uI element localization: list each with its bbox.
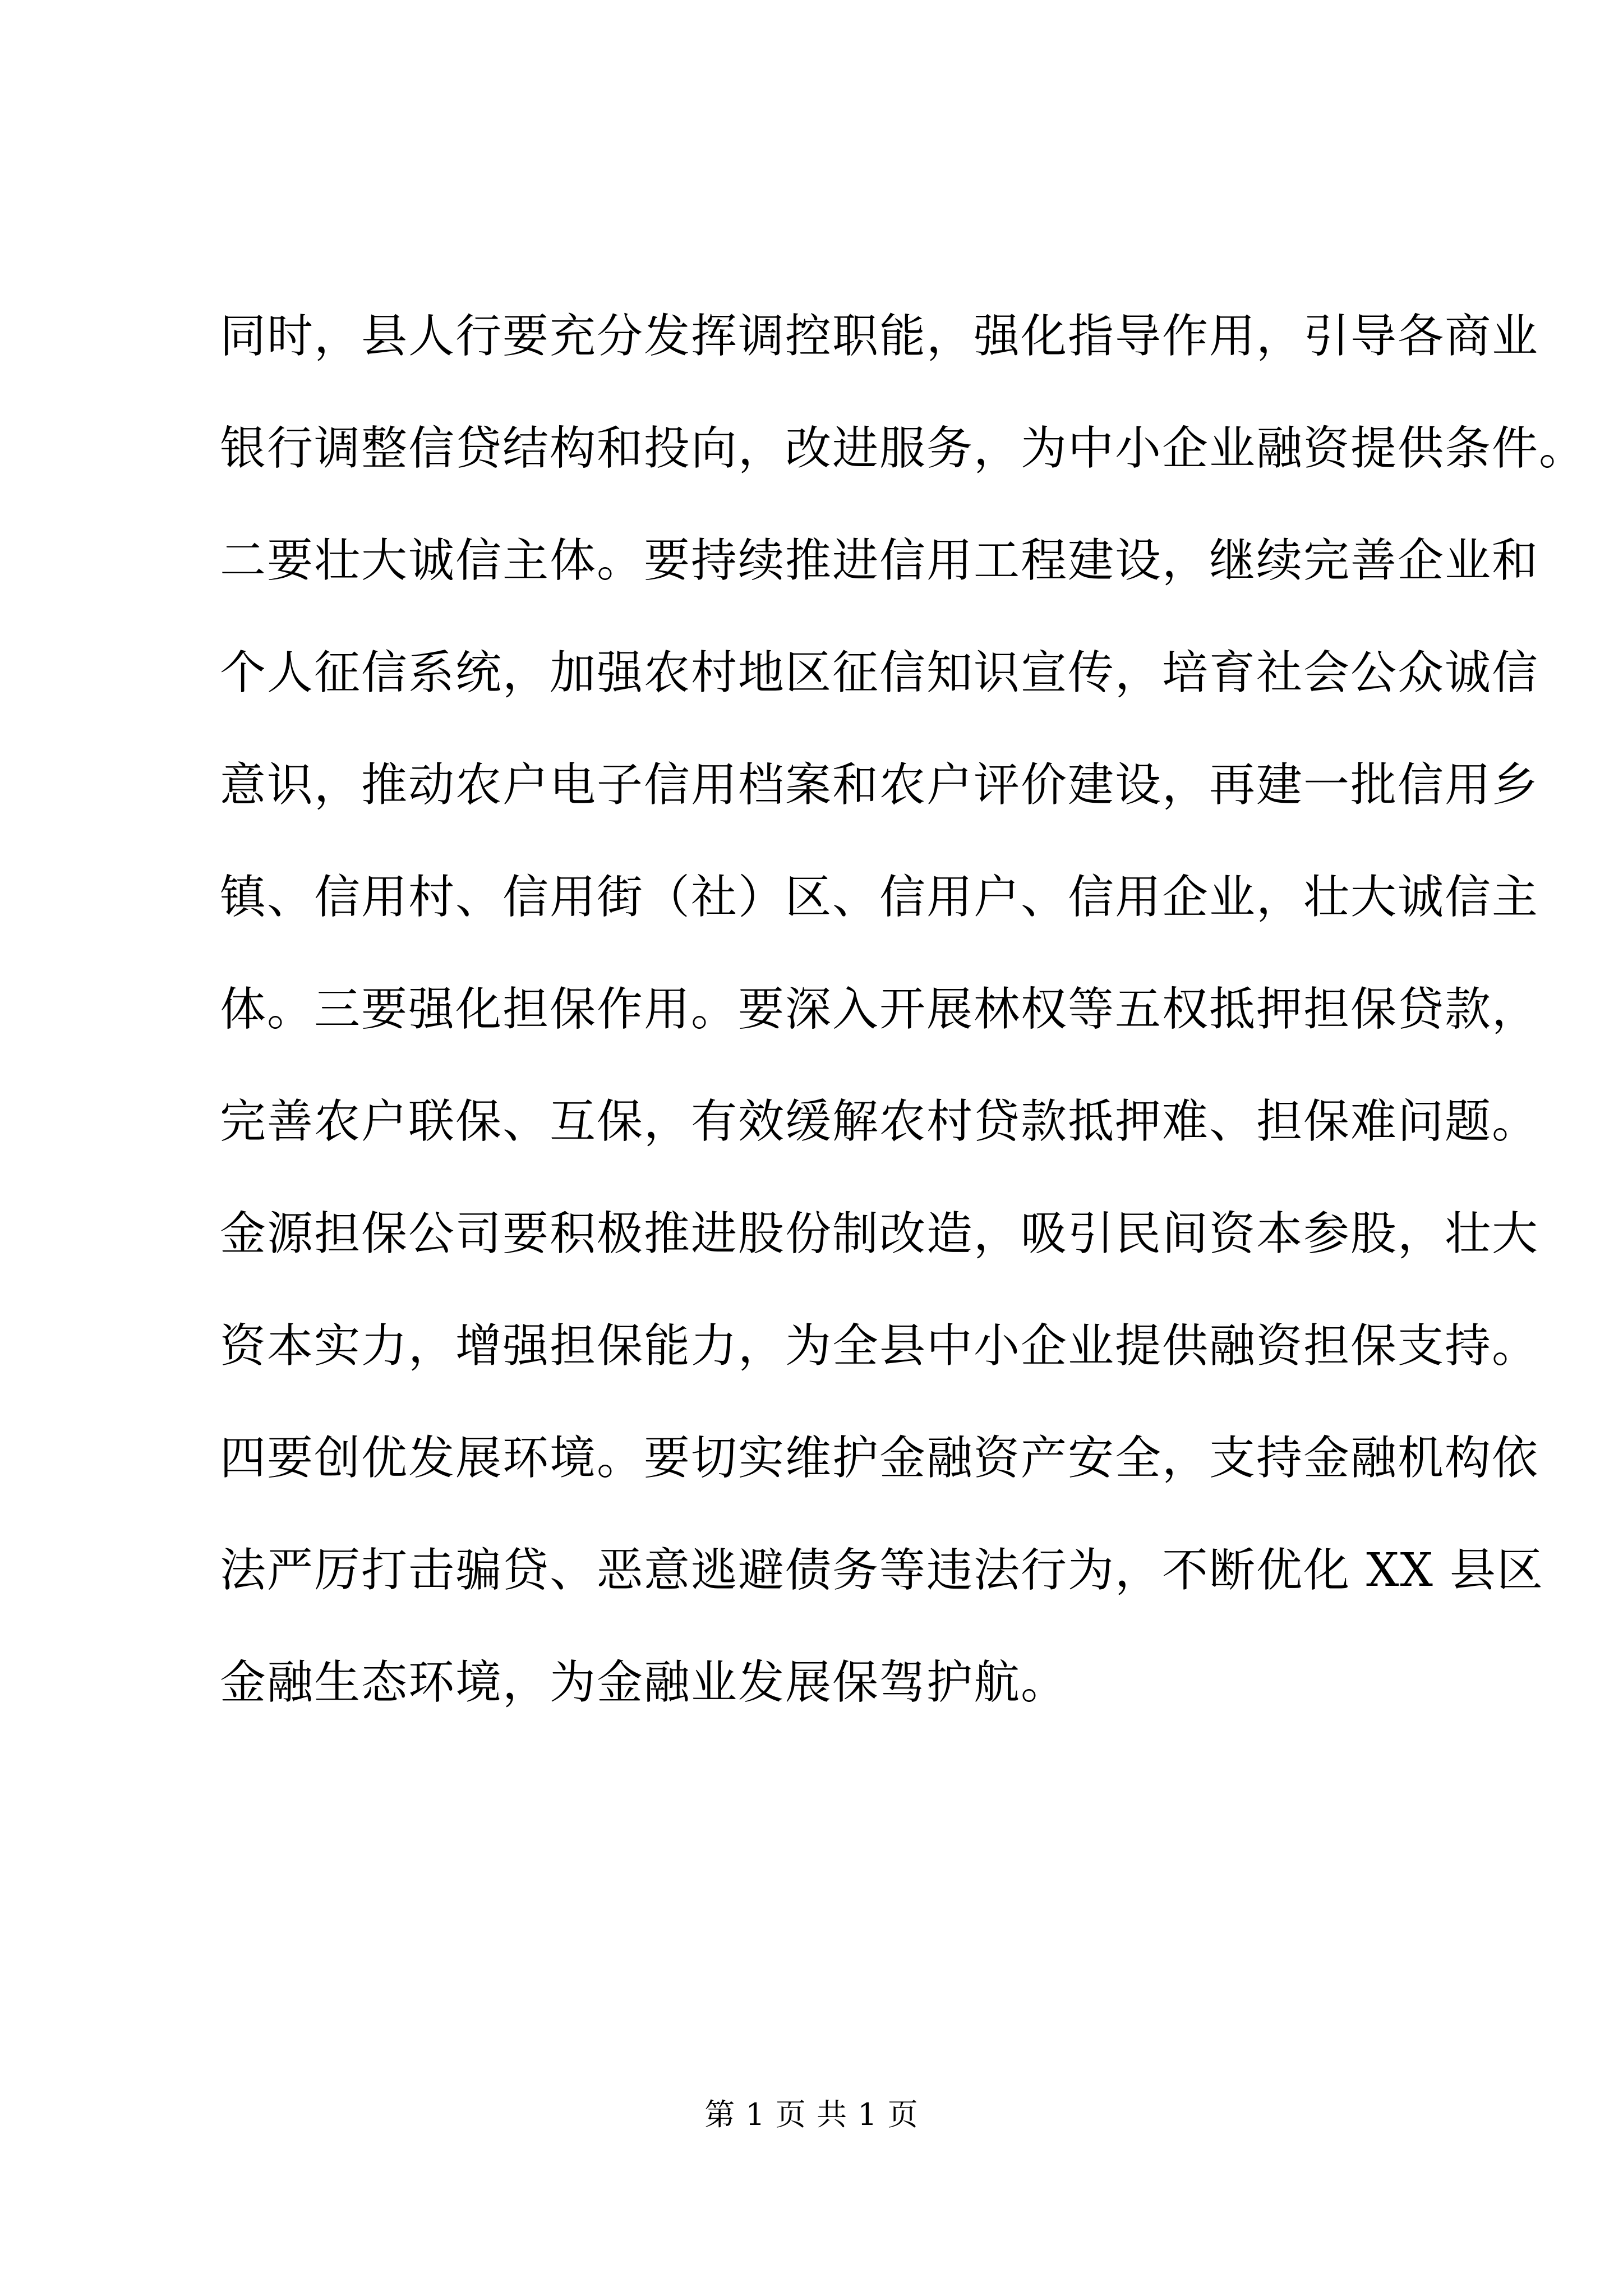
text-line: 金源担保公司要积极推进股份制改造，吸引民间资本参股，壮大 <box>220 1207 1539 1260</box>
text-line: 意识，推动农户电子信用档案和农户评价建设，再建一批信用乡 <box>220 758 1539 812</box>
text-line: 二要壮大诚信主体。要持续推进信用工程建设，继续完善企业和 <box>220 534 1539 587</box>
text-line: 完善农户联保、互保，有效缓解农村贷款抵押难、担保难问题。 <box>220 1095 1539 1148</box>
text-line: 同时，县人行要充分发挥调控职能，强化指导作用，引导各商业 <box>220 310 1539 363</box>
text-line: 体。三要强化担保作用。要深入开展林权等五权抵押担保贷款， <box>220 983 1539 1036</box>
page-footer: 第 1 页 共 1 页 <box>704 2097 919 2132</box>
text-line: 银行调整信贷结构和投向，改进服务，为中小企业融资提供条件。 <box>220 422 1587 475</box>
body-paragraph <box>220 280 1587 1739</box>
text-line: 镇、信用村、信用街（社）区、信用户、信用企业，壮大诚信主 <box>220 871 1539 924</box>
text-line: 四要创优发展环境。要切实维护金融资产安全，支持金融机构依 <box>220 1432 1539 1485</box>
text-line: 法严厉打击骗贷、恶意逃避债务等违法行为，不断优化 XX 县区 <box>220 1544 1544 1597</box>
text-line: 资本实力，增强担保能力，为全县中小企业提供融资担保支持。 <box>220 1319 1539 1373</box>
text-line: 个人征信系统，加强农村地区征信知识宣传，培育社会公众诚信 <box>220 646 1539 700</box>
text-line-last: 金融生态环境，为金融业发展保驾护航。 <box>220 1656 1068 1709</box>
